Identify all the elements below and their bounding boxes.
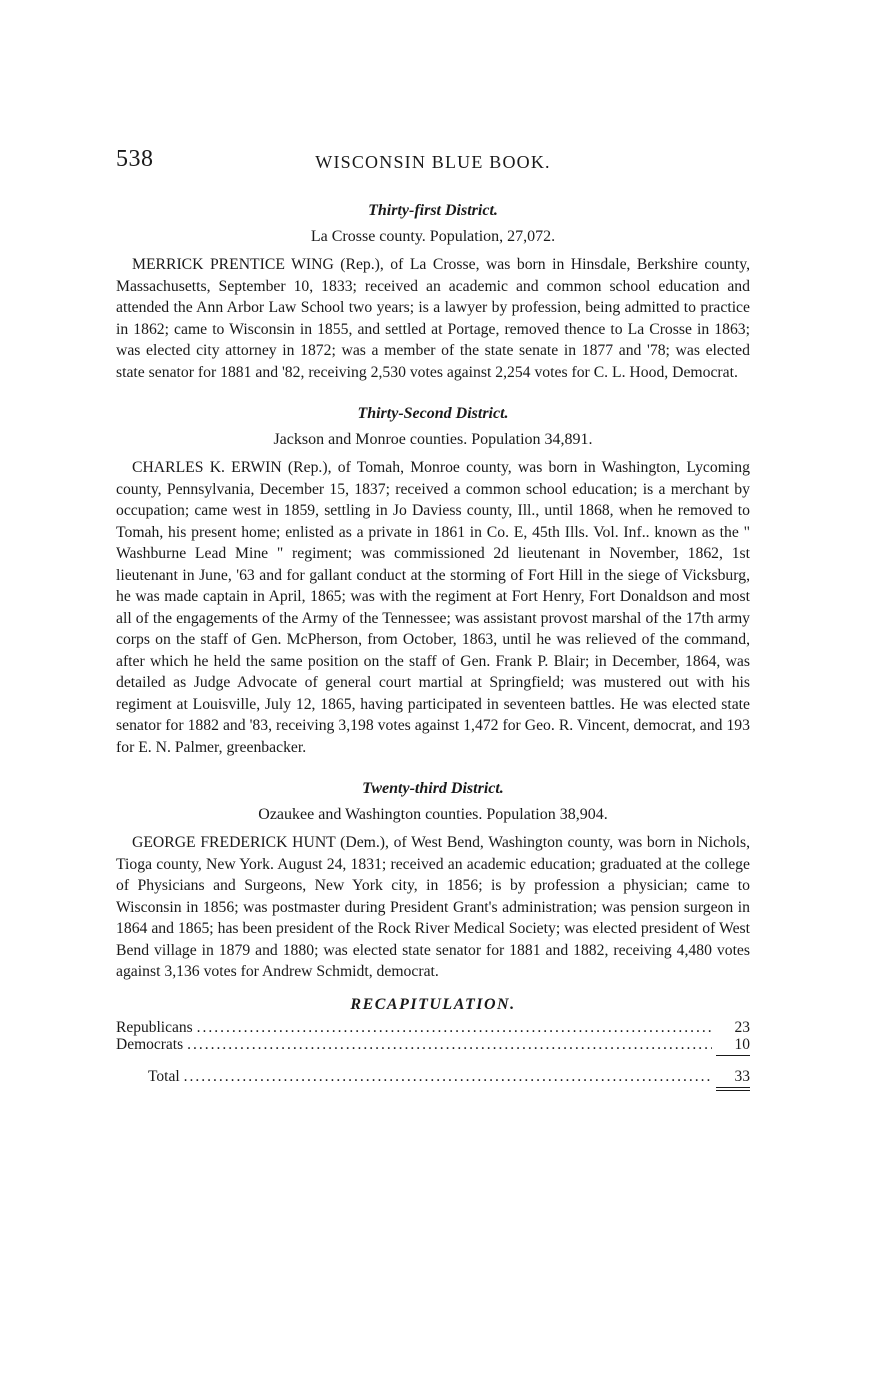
district-heading: Thirty-Second District. (357, 405, 509, 422)
recap-label: Democrats (116, 1035, 184, 1053)
district-counties: Ozaukee and Washington counties. Population 38,904. (258, 806, 608, 823)
recap-label: Republicans (116, 1018, 193, 1036)
dot-leader (184, 1068, 712, 1085)
recap-total-value: 33 (716, 1068, 750, 1091)
senator-biography: CHARLES K. ERWIN (Rep.), of Tomah, Monroe county, was born in Washington, Lycoming county, Pennsylvania, December 15, 1837; received a common school education; is a merchant by occupation; came west in 1859, settling in Jo Daviess county, Ill., until 1868, when he removed to Tomah, his present home; enlisted as a private in 1861 in Co. E, 45th Ills. Vol. Inf.. known as the " Washburne Lead Mine " regiment; was commissioned 2d lieutenant in November, 1862, 1st lieutenant in June, '63 and for gallant conduct at the storming of Fort Hill in the siege of Vicksburg, he was made captain in April, 1865; was with the regiment at Fort Henry, Fort Donaldson and most all of the engagements of the Army of the Tennessee; was assistant provost marshal of the 17th army corps on the staff of Gen. McPherson, from October, 1863, until he was relieved of the command, after which he held the same position on the staff of Gen. Frank P. Blair; in December, 1864, was detailed as Judge Advocate of general court martial at Springfield; was mustered out with his regiment at Louisville, July 12, 1865, having participated in seventeen battles. He was elected state senator for 1882 and '83, receiving 3,198 votes against 1,472 for Geo. R. Vincent, democrat, and 193 for E. N. Palmer, greenbacker. (116, 459, 750, 756)
recapitulation (116, 995, 750, 1091)
district-counties: La Crosse county. Population, 27,072. (310, 228, 556, 245)
recap-row-republicans (116, 1019, 750, 1036)
district-section (116, 778, 750, 983)
dot-leader (197, 1019, 712, 1036)
dot-leader (187, 1036, 712, 1053)
senator-biography: GEORGE FREDERICK HUNT (Dem.), of West Bend, Washington county, was born in Nichols, Tioga county, New York. August 24, 1831; received an academic education; graduated at the college of Physicians and Surgeons, New York city, in 1856; is by profession a physician; came to Wisconsin in 1856; was postmaster during President Grant's administration; was pension surgeon in 1864 and 1865; has been president of the Rock River Medical Society; was elected president of West Bend village in 1879 and 1880; was elected state senator for 1881 and 1882, receiving 4,480 votes against 3,136 votes for Andrew Schmidt, democrat. (116, 834, 750, 980)
recap-row-democrats (116, 1036, 750, 1056)
senator-biography: MERRICK PRENTICE WING (Rep.), of La Crosse, was born in Hinsdale, Berkshire county, Massachusetts, September 10, 1833; received an academic and common school education and attended the Ann Arbor Law School two years; is a lawyer by profession, being admitted to practice in 1862; came to Wisconsin in 1855, and settled at Portage, removed thence to La Crosse in 1863; was elected city attorney in 1872; was a member of the state senate in 1877 and '78; was elected state senator for 1881 and '82, receiving 2,530 votes against 2,254 votes for C. L. Hood, Democrat. (116, 256, 750, 381)
page-number: 538 (116, 146, 154, 172)
district-heading: Twenty-third District. (362, 780, 504, 797)
district-heading: Thirty-first District. (368, 202, 498, 219)
book-page (116, 146, 750, 1091)
recap-total-label: Total (148, 1067, 180, 1085)
recapitulation-title: RECAPITULATION. (350, 995, 516, 1013)
recap-value: 23 (734, 1018, 750, 1036)
running-head (116, 146, 750, 180)
district-section (116, 403, 750, 758)
district-section (116, 200, 750, 383)
recap-row-total (116, 1068, 750, 1091)
recap-value: 10 (716, 1036, 750, 1056)
district-counties: Jackson and Monroe counties. Population 34,891. (273, 431, 593, 448)
book-title: WISCONSIN BLUE BOOK. (315, 152, 551, 172)
